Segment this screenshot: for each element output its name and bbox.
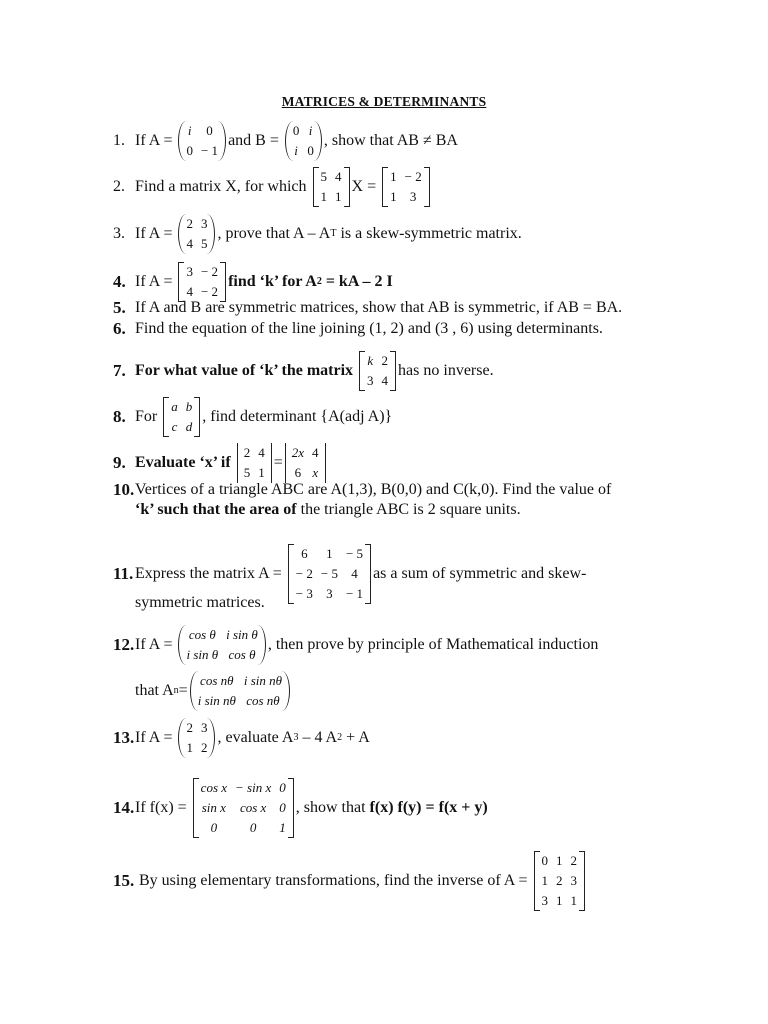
- question-text: – 4 A: [298, 729, 338, 746]
- matrix-cell: 3: [409, 189, 417, 204]
- matrix-cell: cos x: [239, 800, 267, 815]
- question-text: find ‘k’ for A: [228, 273, 317, 290]
- matrix-A: [163, 397, 200, 437]
- matrix-cell: 0: [279, 780, 286, 795]
- question-text: + A: [342, 729, 370, 746]
- matrix-A: [178, 262, 226, 302]
- question-text: ‘k’ such that the area of: [135, 501, 297, 518]
- question-number: 6.: [113, 319, 126, 338]
- matrix-cell: 2: [570, 853, 577, 868]
- matrix-cell: c: [171, 419, 178, 434]
- determinant-right: [285, 443, 326, 483]
- matrix-cell: 2: [243, 445, 251, 460]
- matrix-cell: 0: [210, 820, 218, 835]
- question-text: If A =: [135, 636, 177, 653]
- question-12: [113, 625, 748, 665]
- matrix-cell: 2: [381, 353, 389, 368]
- matrix-cell: 3: [570, 873, 577, 888]
- question-9: [113, 443, 748, 483]
- matrix-cell: x: [312, 465, 319, 480]
- matrix-cell: 2: [556, 873, 563, 888]
- question-text: is a skew-symmetric matrix.: [336, 225, 522, 242]
- matrix-cell: 3: [200, 720, 208, 735]
- determinant-left: [237, 443, 272, 483]
- matrix-A: [534, 851, 586, 911]
- question-11-line-2: [135, 593, 748, 613]
- question-text: If A and B are symmetric matrices, show that AB is symmetric, if AB = BA.: [135, 299, 623, 316]
- superscript: 2: [337, 732, 343, 743]
- question-12-line-2: [135, 671, 748, 711]
- question-number: 13.: [113, 728, 135, 747]
- question-text: Evaluate ‘x’ if: [135, 454, 235, 471]
- matrix-cell: − 2: [295, 566, 313, 581]
- matrix-cell: − 2: [200, 264, 219, 279]
- question-text: the triangle ABC is 2 square units.: [296, 501, 521, 518]
- question-text: Vertices of a triangle ABC are A(1,3), B(0,0) and C(k,0). Find the value of: [135, 481, 612, 498]
- matrix-cell: cos x: [200, 780, 228, 795]
- question-text: Find the equation of the line joining (1, 2) and (3 , 6) using determinants.: [135, 320, 603, 337]
- matrix-cell: i: [187, 123, 192, 138]
- matrix-cell: − 5: [345, 546, 364, 561]
- question-text: , find determinant {A(adj A)}: [202, 408, 393, 425]
- matrix-cell: 4: [312, 445, 319, 460]
- matrix-cell: cos nθ: [246, 693, 280, 708]
- question-text: , then prove by principle of Mathematical induction: [267, 636, 599, 653]
- superscript: n: [173, 685, 179, 696]
- matrix-cell: 0: [307, 143, 314, 158]
- matrix-cell: 6: [294, 465, 302, 480]
- question-text: If A =: [135, 729, 177, 746]
- question-13: [113, 718, 748, 758]
- question-5: [113, 298, 748, 318]
- question-text: = kA – 2 I: [321, 273, 393, 290]
- question-text: f(x) f(y) = f(x + y): [369, 799, 488, 816]
- matrix-cell: i sin nθ: [243, 673, 283, 688]
- matrix-cell: 3: [326, 586, 333, 601]
- matrix-cell: 1: [570, 893, 577, 908]
- matrix-cell: 6: [301, 546, 308, 561]
- matrix-cell: − 2: [200, 284, 219, 299]
- question-text: that A: [135, 682, 174, 699]
- matrix-A: [359, 351, 396, 391]
- matrix-cell: 1: [258, 465, 265, 480]
- question-3: [113, 214, 748, 254]
- question-text: , prove that A – A: [217, 225, 331, 242]
- matrix-cell: 2: [186, 216, 193, 231]
- question-text: For: [135, 408, 162, 425]
- matrix-cell: 3: [367, 373, 374, 388]
- matrix-cell: 4: [258, 445, 265, 460]
- question-number: 8.: [113, 407, 126, 426]
- question-number: 7.: [113, 361, 126, 380]
- question-number: 2.: [113, 178, 125, 195]
- question-text: Find a matrix X, for which: [135, 178, 311, 195]
- question-number: 3.: [113, 225, 125, 242]
- matrix-cell: cos nθ: [200, 673, 234, 688]
- matrix-B: [285, 121, 322, 161]
- matrix-cell: i sin θ: [186, 647, 219, 662]
- matrix-cell: 5: [243, 465, 251, 480]
- matrix-cell: 1: [186, 740, 193, 755]
- matrix-cell: 5: [320, 169, 328, 184]
- question-number: 5.: [113, 298, 126, 317]
- question-text: symmetric matrices.: [135, 594, 265, 611]
- matrix-cell: 1: [390, 189, 397, 204]
- question-number: 9.: [113, 453, 126, 472]
- question-6: [113, 319, 748, 339]
- matrix-cell: 0: [186, 143, 193, 158]
- question-15: [113, 851, 748, 911]
- matrix-cell: 3: [186, 264, 193, 279]
- question-text: X =: [351, 178, 381, 195]
- matrix-cell: b: [185, 399, 193, 414]
- superscript: T: [330, 228, 337, 239]
- matrix-A: [178, 718, 215, 758]
- question-14: [113, 778, 748, 838]
- matrix-cell: 4: [186, 236, 193, 251]
- matrix-cell: cos θ: [188, 627, 216, 642]
- question-number: 14.: [113, 798, 135, 817]
- matrix-A: [178, 121, 226, 161]
- matrix-cell: 1: [279, 820, 286, 835]
- matrix-cell: d: [185, 419, 193, 434]
- question-text: , show that: [295, 799, 370, 816]
- matrix-cell: − sin x: [235, 780, 272, 795]
- question-number: 4.: [113, 272, 126, 291]
- matrix-A-power-n: [190, 671, 290, 711]
- matrix-cell: − 1: [345, 586, 364, 601]
- matrix-cell: − 2: [404, 169, 422, 184]
- matrix-cell: 4: [186, 284, 193, 299]
- question-number: 1.: [113, 132, 125, 149]
- question-text: If A =: [135, 132, 177, 149]
- question-text: has no inverse.: [398, 362, 494, 379]
- question-number: 12.: [113, 635, 135, 654]
- question-1: [113, 121, 748, 161]
- question-text: For what value of ‘k’ the matrix: [135, 362, 358, 379]
- matrix-cell: i sin nθ: [197, 693, 236, 708]
- superscript: 2: [316, 276, 322, 287]
- question-10-line-2: [135, 500, 748, 520]
- question-text: , show that AB ≠ BA: [323, 132, 458, 149]
- matrix-cell: 1: [335, 189, 342, 204]
- matrix-f-x: [193, 778, 294, 838]
- equals-sign: =: [273, 454, 283, 471]
- matrix-cell: 1: [390, 169, 397, 184]
- question-2: [113, 167, 748, 207]
- question-text: Express the matrix A =: [135, 565, 286, 582]
- question-7: [113, 351, 748, 391]
- matrix-cell: k: [367, 353, 374, 368]
- matrix-cell: − 3: [295, 586, 313, 601]
- matrix-cell: 4: [335, 169, 342, 184]
- matrix-cell: 2: [186, 720, 193, 735]
- matrix-cell: cos θ: [228, 647, 256, 662]
- matrix-right: [382, 167, 430, 207]
- question-8: [113, 397, 748, 437]
- matrix-left: [313, 167, 350, 207]
- question-number: 11.: [113, 564, 134, 583]
- matrix-cell: 0: [206, 123, 213, 138]
- matrix-cell: 2: [200, 740, 208, 755]
- question-text: If A =: [135, 273, 177, 290]
- matrix-cell: 0: [249, 820, 257, 835]
- matrix-A: [178, 625, 265, 665]
- matrix-cell: 5: [200, 236, 208, 251]
- question-text: and B =: [228, 132, 283, 149]
- page-title: MATRICES & DETERMINANTS: [281, 94, 487, 109]
- matrix-cell: 4: [381, 373, 389, 388]
- matrix-cell: sin x: [201, 800, 226, 815]
- matrix-cell: 1: [541, 873, 548, 888]
- question-4: [113, 262, 748, 302]
- matrix-cell: 3: [541, 893, 548, 908]
- question-text: =: [178, 682, 188, 699]
- question-number: 15.: [113, 871, 135, 890]
- matrix-cell: 1: [326, 546, 333, 561]
- matrix-cell: 4: [351, 566, 358, 581]
- question-number: 10.: [113, 480, 135, 499]
- question-text: as a sum of symmetric and skew-: [373, 565, 587, 582]
- matrix-cell: 0: [279, 800, 286, 815]
- matrix-cell: 0: [541, 853, 548, 868]
- matrix-cell: 0: [292, 123, 300, 138]
- superscript: 3: [293, 732, 299, 743]
- question-text: By using elementary transformations, find the inverse of A =: [135, 872, 532, 889]
- matrix-cell: i: [308, 123, 313, 138]
- matrix-cell: i sin θ: [226, 627, 258, 642]
- question-text: If f(x) =: [135, 799, 191, 816]
- matrix-cell: a: [171, 399, 178, 414]
- matrix-cell: 2x: [291, 445, 304, 460]
- matrix-cell: 1: [320, 189, 328, 204]
- matrix-cell: − 1: [200, 143, 219, 158]
- matrix-cell: i: [294, 143, 298, 158]
- matrix-cell: 3: [200, 216, 208, 231]
- matrix-cell: 1: [556, 853, 563, 868]
- matrix-cell: 1: [556, 893, 563, 908]
- question-text: , evaluate A: [217, 729, 294, 746]
- matrix-cell: − 5: [320, 566, 338, 581]
- matrix-A: [178, 214, 215, 254]
- question-10: [113, 480, 748, 500]
- question-text: If A =: [135, 225, 177, 242]
